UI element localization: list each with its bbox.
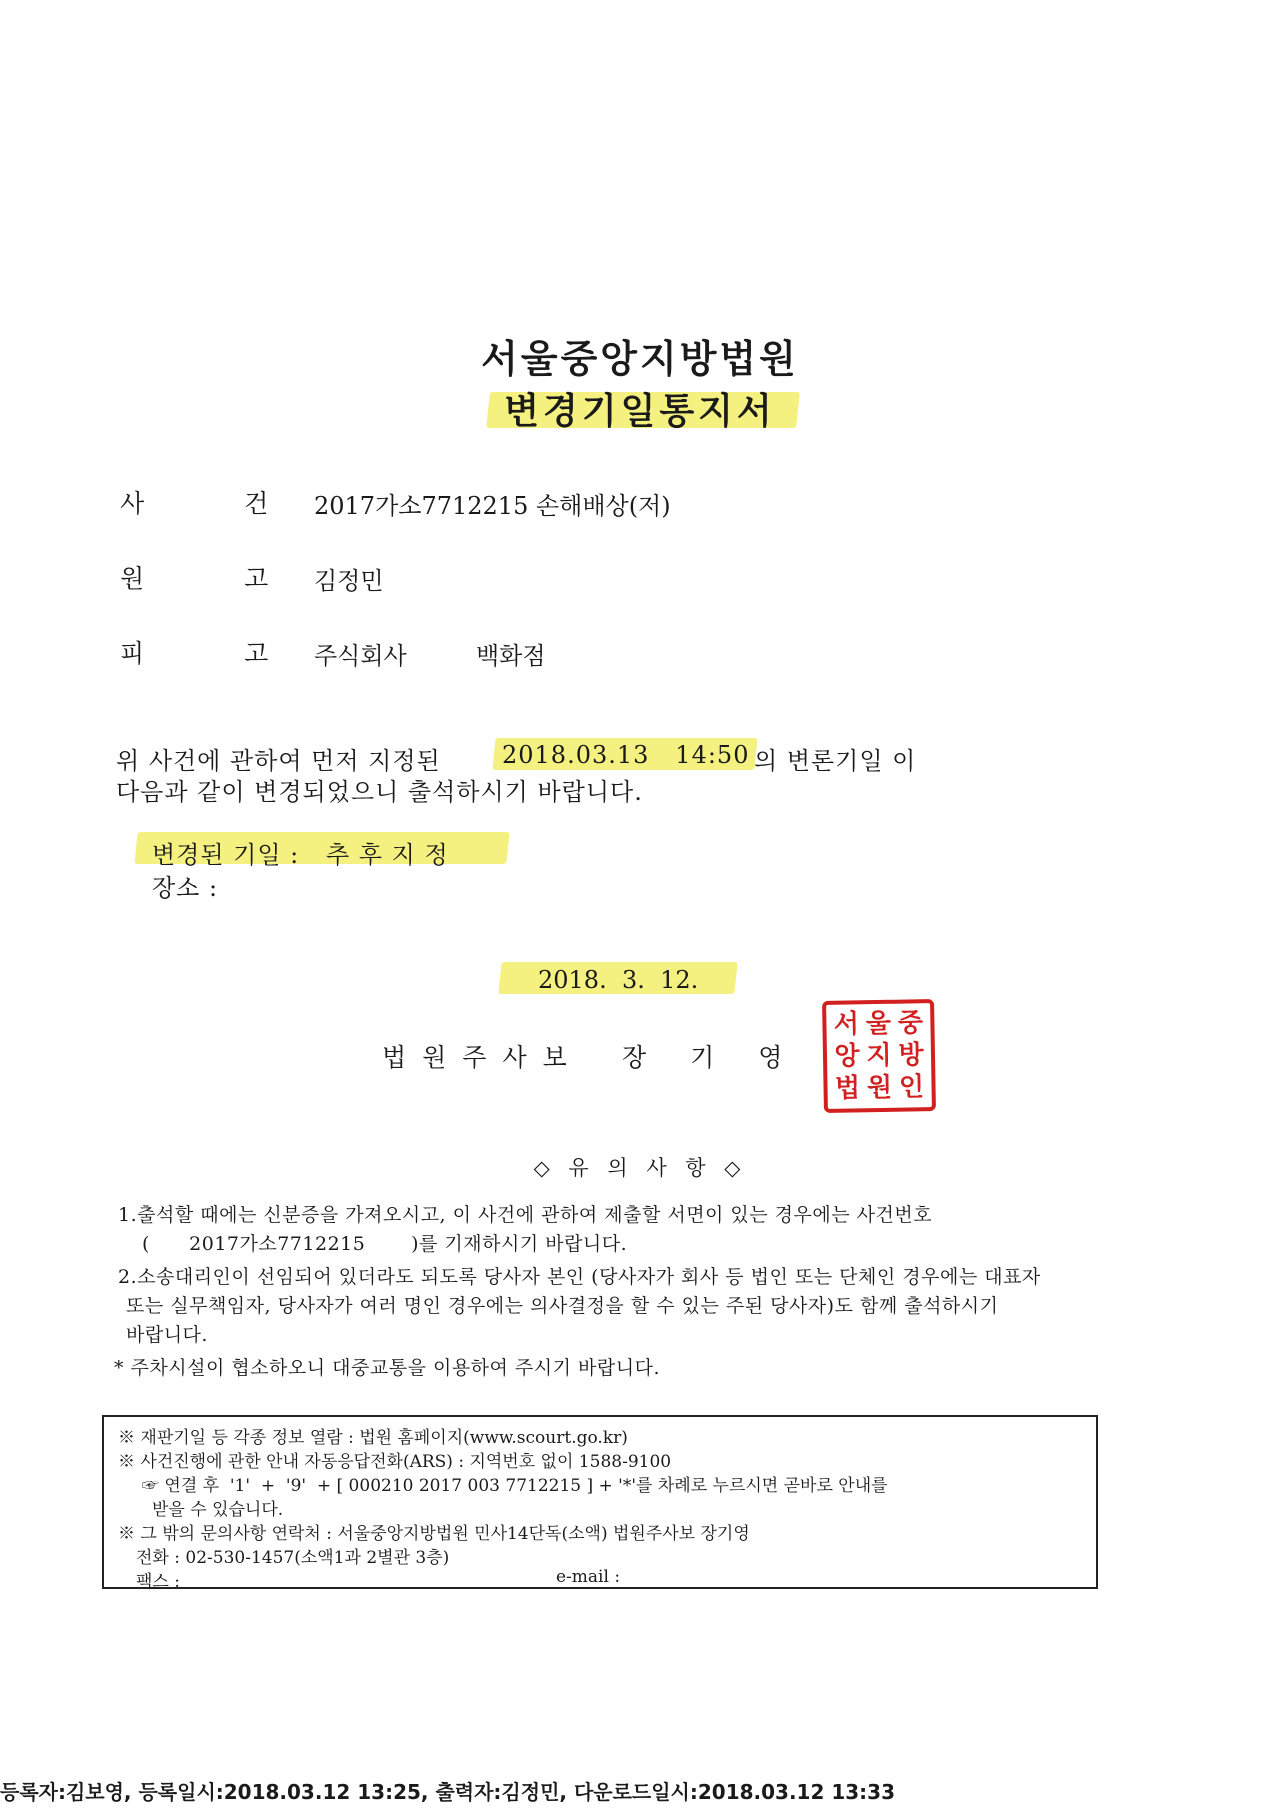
defendant-name-2: 백화점 xyxy=(476,642,546,670)
seal-char: 인 xyxy=(898,1072,925,1103)
info-line-contact: ※ 그 밖의 문의사항 연락처 : 서울중앙지방법원 민사14단독(소액) 법원주사보 장기영 xyxy=(118,1524,750,1544)
seal-char: 중 xyxy=(897,1008,924,1039)
seal-char: 앙 xyxy=(834,1041,860,1072)
defendant-label: 피 고 xyxy=(120,639,315,668)
info-line-receive: 받을 수 있습니다. xyxy=(152,1500,284,1520)
caution-item2-line3: 바랍니다. xyxy=(126,1324,208,1346)
info-line-ars: ※ 사건진행에 관한 안내 자동응답전화(ARS) : 지역번호 없이 1588-9100 xyxy=(118,1452,672,1472)
download-footer: 등록자:김보영, 등록일시:2018.03.12 13:25, 출력자:김정민, 다운로드일시:2018.03.12 13:33 xyxy=(0,1780,896,1804)
case-number: 2017가소7712215 손해배상(저) xyxy=(314,492,671,520)
seal-char: 울 xyxy=(865,1008,892,1040)
cautions-title: ◇ 유 의 사 항 ◇ xyxy=(533,1156,747,1180)
court-seal xyxy=(822,999,936,1113)
officer-name: 장기영 xyxy=(622,1043,827,1072)
info-line-website: ※ 재판기일 등 각종 정보 열람 : 법원 홈페이지(www.scourt.go.kr) xyxy=(118,1428,628,1448)
caution-item2-line1: 2.소송대리인이 선임되어 있더라도 되도록 당사자 본인 (당사자가 회사 등 법인 또는 단체인 경우에는 대표자 xyxy=(118,1266,1041,1288)
issue-date: 2018. 3. 12. xyxy=(538,966,699,994)
court-name: 서울중앙지방법원 xyxy=(481,337,799,381)
seal-char: 법 xyxy=(834,1073,861,1104)
document-title: 변경기일통지서 xyxy=(504,391,776,432)
info-fax: 팩스 : xyxy=(136,1572,180,1592)
info-email: e-mail : xyxy=(556,1567,621,1587)
changed-date-value: 추 후 지 정 xyxy=(326,841,449,869)
defendant-name-1: 주식회사 xyxy=(314,642,407,670)
seal-char: 방 xyxy=(898,1040,924,1071)
caution-item2-line2: 또는 실무책임자, 당사자가 여러 명인 경우에는 의사결정을 할 수 있는 주된 당사자)도 함께 출석하시기 xyxy=(126,1295,999,1317)
case-label: 사 건 xyxy=(120,489,315,518)
caution-item1-line2: ( 2017가소7712215 )를 기재하시기 바랍니다. xyxy=(142,1233,628,1255)
seal-char: 원 xyxy=(866,1072,893,1104)
plaintiff-name: 김정민 xyxy=(314,567,384,595)
original-hearing-date: 2018.03.13 14:50 xyxy=(502,741,750,769)
changed-date-label: 변경된 기일 : xyxy=(152,841,300,869)
info-line-connect: ☞ 연결 후 '1' + '9' + [ 000210 2017 003 7712215 ] + '*'를 차례로 누르시면 곧바로 안내를 xyxy=(142,1476,888,1496)
place-label: 장소 : xyxy=(152,874,219,902)
caution-item1-line1: 1.출석할 때에는 신분증을 가져오시고, 이 사건에 관하여 제출할 서면이 있는 경우에는 사건번호 xyxy=(118,1204,933,1226)
seal-char: 서 xyxy=(833,1009,860,1040)
notice-line1-prefix: 위 사건에 관하여 먼저 지정된 xyxy=(116,747,441,775)
plaintiff-label: 원 고 xyxy=(120,564,315,593)
notice-line1-suffix: 의 변론기일 이 xyxy=(754,747,917,775)
parking-note: * 주차시설이 협소하오니 대중교통을 이용하여 주시기 바랍니다. xyxy=(114,1357,660,1379)
officer-title: 법원주사보 xyxy=(382,1043,583,1072)
seal-char: 지 xyxy=(866,1040,892,1072)
notice-line2: 다음과 같이 변경되었으니 출석하시기 바랍니다. xyxy=(116,778,643,806)
info-phone: 전화 : 02-530-1457(소액1과 2별관 3층) xyxy=(136,1548,450,1568)
